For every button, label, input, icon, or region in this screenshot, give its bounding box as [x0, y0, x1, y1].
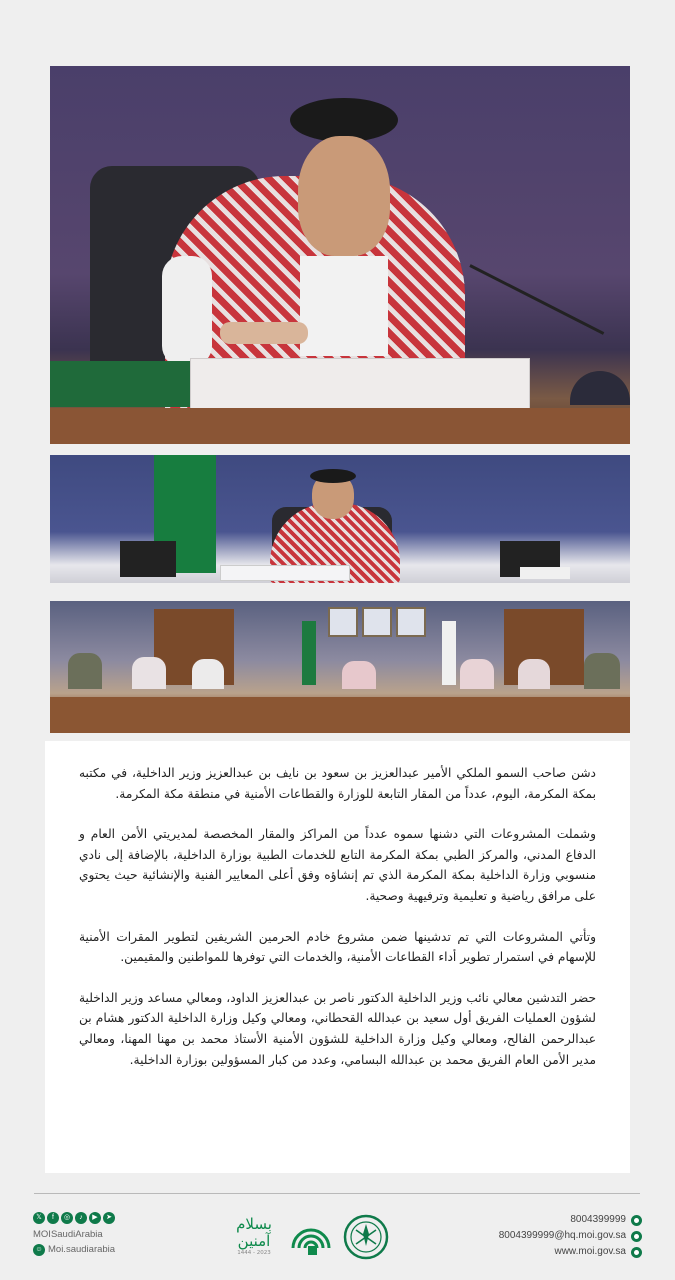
campaign-years: 1444 - 2023 [237, 1250, 271, 1256]
contact-phone-row [499, 1212, 642, 1228]
campaign-wave-logo [289, 1218, 333, 1260]
telegram-icon[interactable]: ➤ [103, 1212, 115, 1224]
facebook-icon[interactable]: f [47, 1212, 59, 1224]
article-paragraph-2: وشملت المشروعات التي دشنها سموه عدداً من المراكز والمقار المخصصة لمديريتي الأمن العام و الدفاع المدني، والمركز الطبي بمكة المكرمة التابع للخدمات الطبية بوزارة الداخلية، بالإضافة إلى نادي منسوبي وزارة الداخلية بمكة المكرمة الذي تم إنشاؤه وفق أعلى المعايير الفنية والإنشائية حيث يحتوي على مرافق رياضية و تعليمية وترفيهية وصحية. [79, 827, 596, 903]
tiktok-icon[interactable]: ♪ [75, 1212, 87, 1224]
article-body [45, 741, 630, 1173]
social-handle-1[interactable]: MOISaudiArabia [33, 1229, 103, 1240]
photo-minister-closeup [50, 66, 630, 444]
contact-website[interactable]: www.moi.gov.sa [554, 1246, 626, 1257]
footer-divider [34, 1193, 640, 1194]
contact-email-row [499, 1228, 642, 1244]
youtube-icon[interactable]: ▶ [89, 1212, 101, 1224]
phone-icon [631, 1215, 642, 1226]
photo-minister-desk [50, 455, 630, 583]
social-icons [33, 1212, 115, 1224]
email-icon [631, 1231, 642, 1242]
social-handle-row-2 [33, 1242, 115, 1257]
social-block [33, 1212, 115, 1257]
bisalam-logo [225, 1216, 283, 1256]
contact-website-row [499, 1244, 642, 1260]
x-icon[interactable]: 𝕏 [33, 1212, 45, 1224]
ministry-emblem-logo [343, 1214, 389, 1260]
snapchat-icon: ☺ [33, 1244, 45, 1256]
social-handle-row-1 [33, 1227, 115, 1242]
article-paragraph-3: وتأتي المشروعات التي تم تدشينها ضمن مشروع خادم الحرمين الشريفين لتطوير المقرات الأمنية للإسهام في استمرار تطوير أداء القطاعات الأمنية، والخدمات التي توفرها للمواطنين والمقيمين. [79, 929, 596, 965]
contact-phone[interactable]: 8004399999 [570, 1214, 626, 1225]
article-paragraph-1: دشن صاحب السمو الملكي الأمير عبدالعزيز بن سعود بن نايف بن عبدالعزيز وزير الداخلية، في مكتبه بمكة المكرمة، اليوم، عدداً من المقار التابعة للوزارة والقطاعات الأمنية في منطقة مكة المكرمة. [79, 766, 596, 801]
article-paragraph-4: حضر التدشين معالي نائب وزير الداخلية الدكتور ناصر بن عبدالعزيز الداود، ومعالي مساعد وزير الداخلية لشؤون العمليات الفريق أول سعيد بن عبدالله القحطاني، ومعالي وكيل وزارة الداخلية الدكتور هشام بن عبدالرحمن الفالح، ومعالي وكيل وزارة الداخلية للشؤون الأمنية الأستاذ محمد بن مهنا المهنا، ومعالي مدير الأمن العام الفريق محمد بن عبدالله البسامي، وعدد من كبار المسؤولين بوزارة الداخلية. [79, 990, 596, 1067]
campaign-line-2: آمنين [237, 1232, 271, 1250]
social-handle-2[interactable]: Moi.saudiarabia [48, 1244, 116, 1255]
globe-icon [631, 1247, 642, 1258]
footer [0, 1200, 675, 1280]
instagram-icon[interactable]: ◎ [61, 1212, 73, 1224]
logos-block [225, 1214, 395, 1264]
contact-block [499, 1212, 642, 1260]
contact-email[interactable]: 8004399999@hq.moi.gov.sa [498, 1230, 626, 1241]
photo-meeting-room [50, 601, 630, 733]
campaign-line-1: بسلام [236, 1215, 272, 1233]
